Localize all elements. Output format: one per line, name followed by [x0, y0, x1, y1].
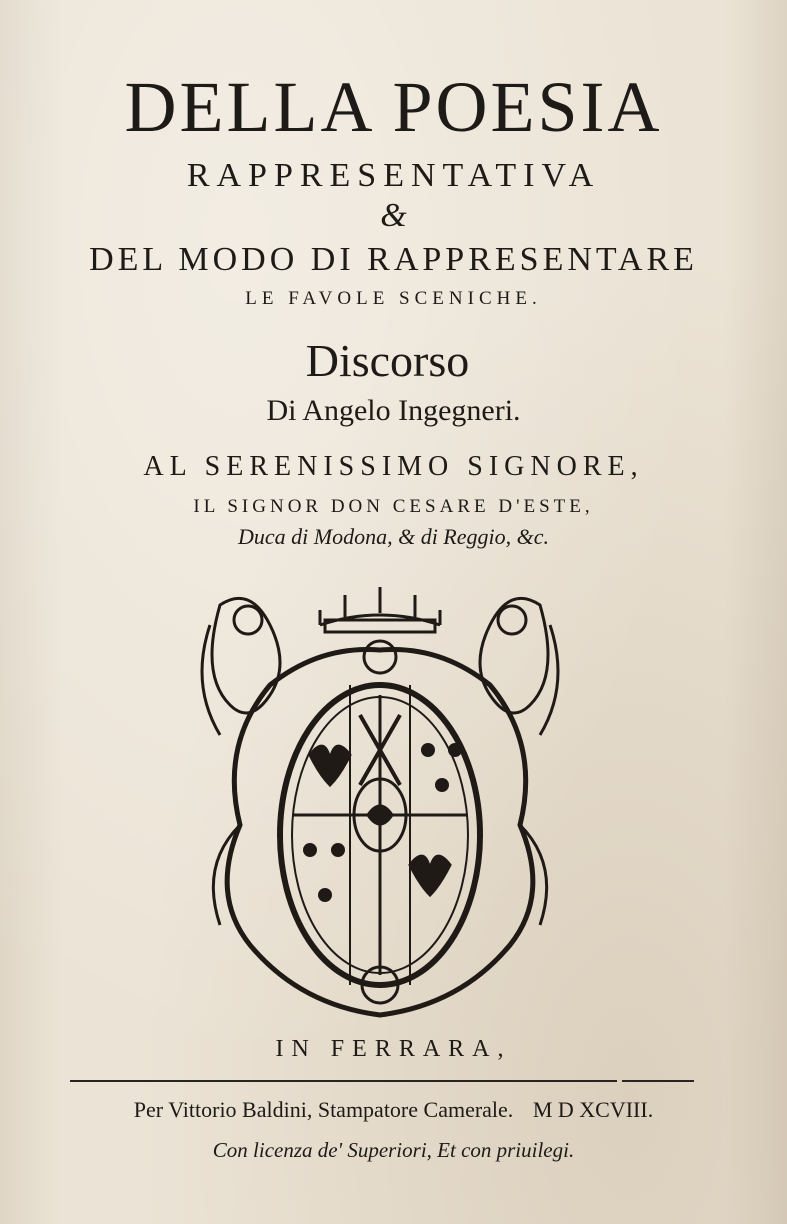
dedication-line-1: AL SERENISSIMO SIGNORE,	[143, 451, 644, 482]
title-line-2: RAPPRESENTATIVA	[186, 157, 601, 194]
dedication-line-2: IL SIGNOR DON CESARE D'ESTE,	[193, 496, 594, 517]
author-line: Di Angelo Ingegneri.	[266, 394, 521, 427]
discorso-heading: Discorso	[305, 335, 470, 386]
title-line-3: DEL MODO DI RAPPRESENTARE	[89, 241, 698, 278]
title-line-4: LE FAVOLE SCENICHE.	[245, 288, 542, 309]
imprint-place: IN FERRARA,	[275, 1036, 512, 1062]
imprint-printer-line	[0, 1096, 787, 1124]
dedication-line-3: Duca di Modona, & di Reggio, &c.	[237, 524, 549, 549]
coat-of-arms-icon	[180, 565, 580, 1030]
imprint-year: M D XCVIII.	[532, 1097, 654, 1122]
imprint-license: Con licenza de' Superiori, Et con priuilegi.	[212, 1138, 575, 1162]
title-ampersand: &	[380, 197, 407, 234]
imprint-rule-left	[70, 1080, 617, 1082]
title-line-1: DELLA POESIA	[124, 67, 663, 147]
imprint-printer: Per Vittorio Baldini, Stampatore Camerale.	[133, 1097, 514, 1122]
imprint-rule-right	[622, 1080, 694, 1082]
